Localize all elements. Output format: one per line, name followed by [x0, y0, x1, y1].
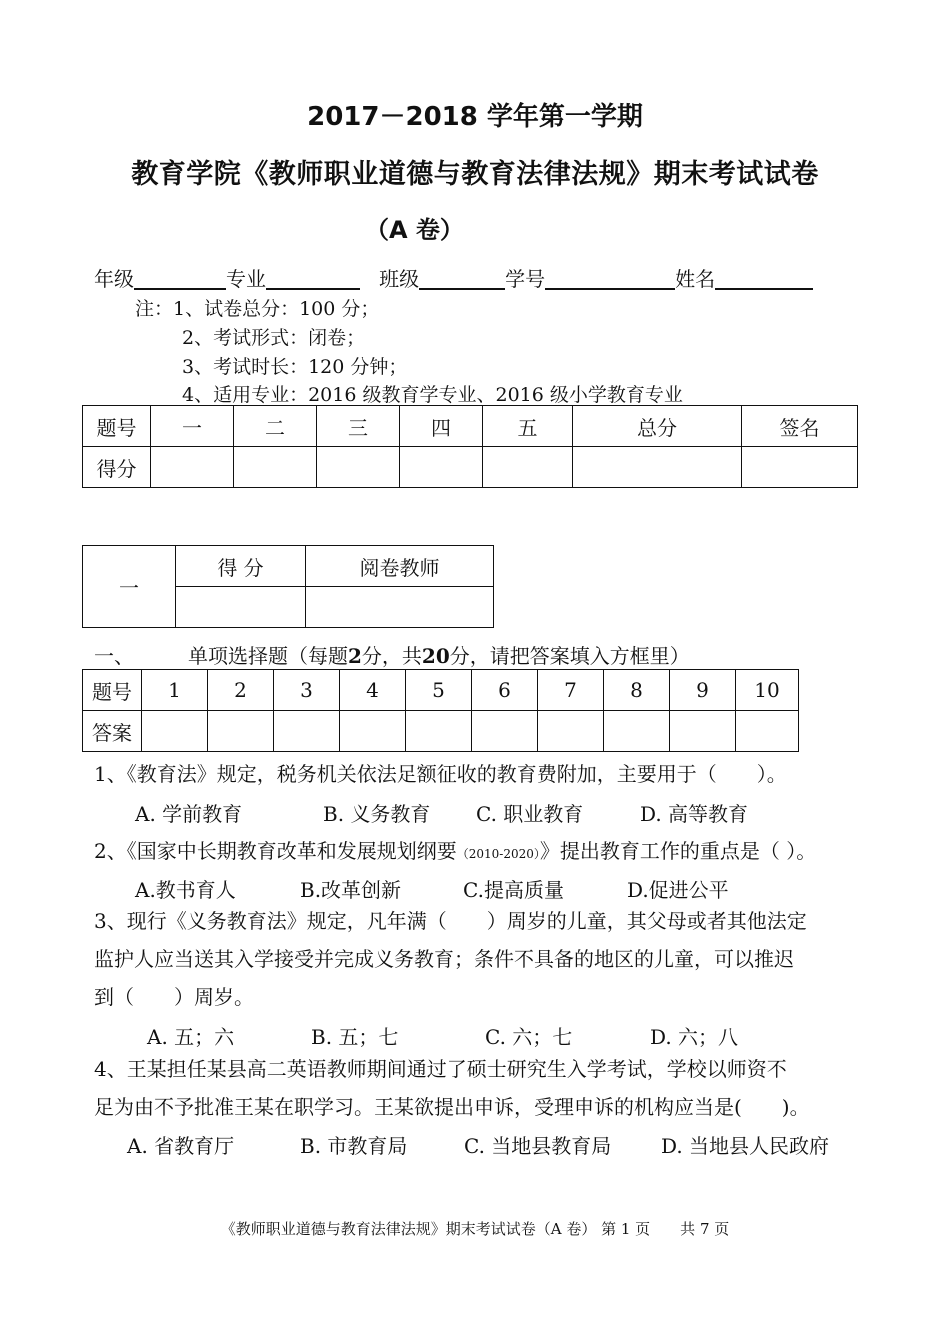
section-title: 单项选择题（每题 — [188, 644, 348, 668]
score-cell[interactable] — [317, 447, 400, 488]
answer-number: 1 — [142, 670, 208, 711]
score-cell[interactable] — [151, 447, 234, 488]
score-header-cell: 题号 — [83, 406, 151, 447]
grader-section: 一 — [83, 546, 176, 628]
page-footer: 《教师职业道德与教育法律法规》期末考试试卷（A 卷） 第 1 页 共 7 页 — [220, 1220, 730, 1238]
answer-cell[interactable] — [472, 711, 538, 752]
name-field[interactable] — [715, 268, 813, 290]
q4-option-c: C. 当地县教育局 — [464, 1134, 612, 1158]
q1-option-a: A. 学前教育 — [135, 802, 243, 826]
class-field[interactable] — [419, 268, 505, 290]
score-row — [83, 447, 858, 488]
answer-number: 8 — [604, 670, 670, 711]
id-label: 学号 — [505, 267, 546, 291]
question-3-line-2: 监护人应当送其入学接受并完成义务教育；条件不具备的地区的儿童，可以推迟 — [94, 947, 794, 971]
score-header-cell: 四 — [400, 406, 483, 447]
answer-cell[interactable] — [604, 711, 670, 752]
paper-version: （A 卷） — [365, 216, 464, 244]
q2-text-years: （2010-2020） — [456, 847, 540, 861]
answer-number: 5 — [406, 670, 472, 711]
score-cell[interactable] — [742, 447, 858, 488]
term-heading: 2017－2018 学年第一学期 — [307, 102, 643, 132]
section-total: 20 — [421, 644, 450, 668]
q2-option-d: D.促进公平 — [627, 878, 729, 902]
section-heading — [94, 640, 690, 669]
score-header-cell: 总分 — [573, 406, 742, 447]
grade-label: 年级 — [94, 267, 134, 291]
q3-option-c: C. 六；七 — [485, 1025, 573, 1049]
student-info-line — [94, 263, 813, 292]
q2-option-a: A.教书育人 — [135, 878, 236, 902]
q4-option-d: D. 当地县人民政府 — [661, 1134, 830, 1158]
answer-number: 7 — [538, 670, 604, 711]
answer-cell[interactable] — [670, 711, 736, 752]
grader-box — [82, 545, 494, 628]
answer-cell[interactable] — [406, 711, 472, 752]
q1-option-c: C. 职业教育 — [476, 802, 584, 826]
question-3-line-1: 3、现行《义务教育法》规定，凡年满（ ）周岁的儿童，其父母或者其他法定 — [94, 909, 807, 933]
answer-cell[interactable] — [538, 711, 604, 752]
q1-option-d: D. 高等教育 — [640, 802, 749, 826]
grade-field[interactable] — [134, 268, 226, 290]
score-header-row — [83, 406, 858, 447]
q4-option-b: B. 市教育局 — [300, 1134, 408, 1158]
answer-number: 4 — [340, 670, 406, 711]
score-header-cell: 五 — [483, 406, 573, 447]
answer-row-label: 答案 — [83, 711, 142, 752]
note-3: 3、考试时长：120 分钟； — [182, 356, 408, 378]
question-2 — [94, 832, 860, 873]
answer-table — [82, 669, 799, 752]
grader-teacher-cell[interactable] — [306, 587, 494, 628]
grader-score-cell[interactable] — [176, 587, 306, 628]
grader-teacher-label: 阅卷教师 — [306, 546, 494, 587]
q3-option-a: A. 五；六 — [147, 1025, 235, 1049]
q2-text-start: 2、《国家中长期教育改革和发展规划纲要 — [94, 839, 457, 863]
section-points: 2 — [348, 644, 362, 668]
major-label: 专业 — [226, 267, 266, 291]
score-header-cell: 签名 — [742, 406, 858, 447]
score-table — [82, 405, 858, 488]
score-cell[interactable] — [483, 447, 573, 488]
score-cell[interactable] — [400, 447, 483, 488]
question-4-line-1: 4、王某担任某县高二英语教师期间通过了硕士研究生入学考试，学校以师资不 — [94, 1057, 787, 1081]
answer-row-label: 题号 — [83, 670, 142, 711]
q2-option-b: B.改革创新 — [300, 878, 402, 902]
q1-option-b: B. 义务教育 — [323, 802, 431, 826]
answer-cell[interactable] — [208, 711, 274, 752]
answer-cell[interactable] — [340, 711, 406, 752]
major-field[interactable] — [266, 268, 360, 290]
score-cell[interactable] — [234, 447, 317, 488]
q2-text-end: 》提出教育工作的重点是（ ）。 — [539, 839, 817, 863]
answer-number: 3 — [274, 670, 340, 711]
answer-cell[interactable] — [736, 711, 799, 752]
note-2: 2、考试形式：闭卷； — [182, 327, 366, 349]
question-1: 1、《教育法》规定，税务机关依法足额征收的教育费附加，主要用于（ ）。 — [94, 762, 787, 786]
name-label: 姓名 — [675, 267, 716, 291]
note-4: 4、适用专业：2016 级教育学专业、2016 级小学教育专业 — [182, 384, 683, 406]
grader-score-label: 得 分 — [176, 546, 306, 587]
answer-number: 9 — [670, 670, 736, 711]
answer-cell[interactable] — [142, 711, 208, 752]
question-4-line-2: 足为由不予批准王某在职学习。王某欲提出申诉，受理申诉的机构应当是( )。 — [94, 1095, 810, 1119]
score-row-label: 得分 — [83, 447, 151, 488]
score-cell[interactable] — [573, 447, 742, 488]
q3-option-b: B. 五；七 — [311, 1025, 399, 1049]
score-header-cell: 三 — [317, 406, 400, 447]
question-3-line-3: 到（ ）周岁。 — [94, 985, 254, 1009]
note-1: 注：1、试卷总分：100 分； — [135, 298, 380, 320]
answer-number-row — [83, 670, 799, 711]
section-mid: 分，共 — [361, 644, 422, 668]
q4-option-a: A. 省教育厅 — [127, 1134, 235, 1158]
class-label: 班级 — [379, 267, 420, 291]
answer-cell[interactable] — [274, 711, 340, 752]
q2-option-c: C.提高质量 — [463, 878, 564, 902]
q3-option-d: D. 六；八 — [650, 1025, 739, 1049]
score-header-cell: 二 — [234, 406, 317, 447]
answer-number: 6 — [472, 670, 538, 711]
exam-title: 教育学院《教师职业道德与教育法律法规》期末考试试卷 — [131, 159, 819, 190]
section-tail: 分，请把答案填入方框里） — [449, 644, 690, 668]
answer-number: 10 — [736, 670, 799, 711]
score-header-cell: 一 — [151, 406, 234, 447]
answer-number: 2 — [208, 670, 274, 711]
id-field[interactable] — [545, 268, 675, 290]
answer-row — [83, 711, 799, 752]
section-number: 一、 — [94, 644, 134, 668]
